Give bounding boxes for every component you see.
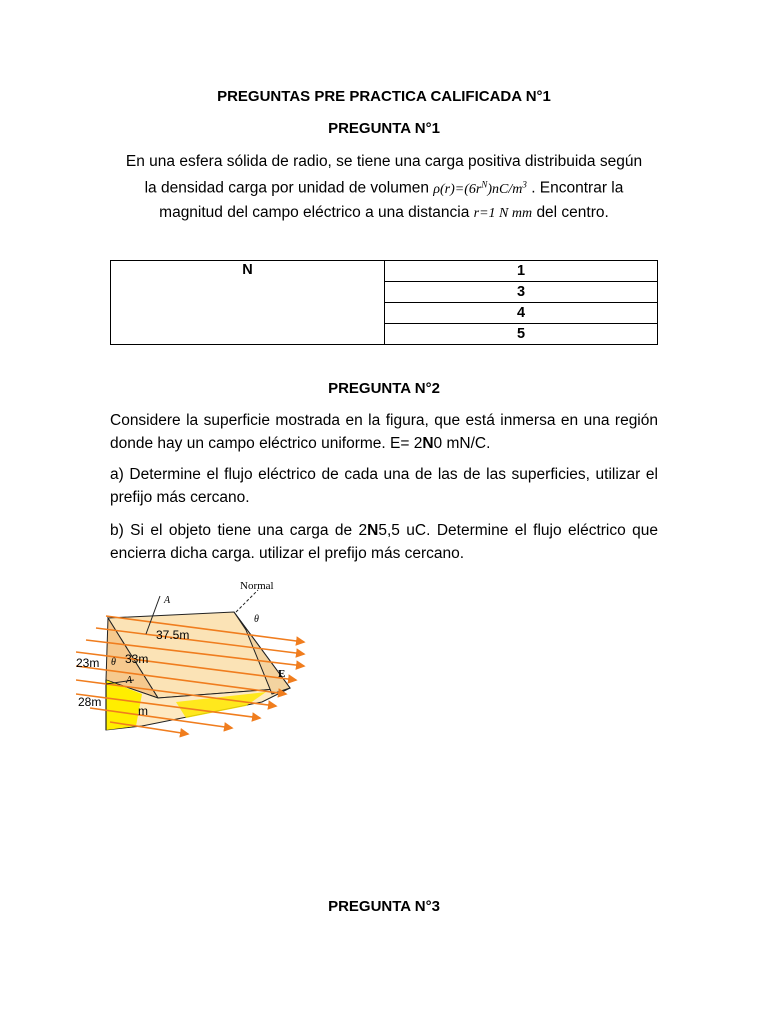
label-23m: 23m bbox=[76, 656, 100, 670]
table-header-n: N bbox=[111, 261, 385, 345]
question-1-heading: PREGUNTA N°1 bbox=[328, 120, 440, 137]
question-2-part-a: a) Determine el flujo eléctrico de cada una de las de las superficies, utilizar el prefijo más cercano. bbox=[110, 466, 658, 506]
q1-line-3 bbox=[110, 201, 658, 225]
label-37-5m: 37.5m bbox=[156, 628, 190, 642]
label-theta-left: θ bbox=[111, 657, 116, 668]
n-values-table bbox=[110, 260, 658, 345]
label-theta-top: θ bbox=[254, 614, 259, 625]
question-2-heading: PREGUNTA N°2 bbox=[328, 380, 440, 397]
q1-line-2-end: . Encontrar la bbox=[531, 179, 624, 197]
q1-line-2-text: la densidad carga por unidad de volumen bbox=[144, 179, 434, 197]
table-cell-value: 3 bbox=[385, 282, 658, 303]
q1-line-3-text: magnitud del campo eléctrico a una distancia bbox=[159, 203, 474, 221]
density-formula: $\rho(r)=(6r^N)nC/m^3$ bbox=[433, 179, 527, 197]
question-2-statement: Considere la superficie mostrada en la figura, que está inmersa en una región donde hay un campo eléctrico uniforme. E= 2N0 mN/C. bbox=[110, 412, 658, 452]
q1-line-1: En una esfera sólida de radio, se tiene una carga positiva distribuida según bbox=[125, 153, 643, 170]
table-cell-value: 1 bbox=[385, 261, 658, 282]
question-2-part-b: b) Si el objeto tiene una carga de 2N5,5 uC. Determine el flujo eléctrico que encierra dicha carga. utilizar el prefijo más cercano. bbox=[110, 522, 658, 562]
label-a-side: A bbox=[126, 675, 133, 686]
q1-line-3-end: del centro. bbox=[536, 203, 609, 221]
table-row bbox=[111, 261, 658, 282]
q1-line-2 bbox=[110, 173, 658, 201]
prism-figure bbox=[76, 576, 310, 740]
question-3-heading: PREGUNTA N°3 bbox=[328, 898, 440, 915]
table-cell-value: 5 bbox=[385, 324, 658, 345]
normal-line bbox=[236, 590, 258, 612]
distance-formula: r=1 N mm bbox=[473, 205, 533, 221]
label-m: m bbox=[138, 704, 148, 718]
label-a-top: A bbox=[164, 595, 171, 606]
table-cell-value: 4 bbox=[385, 303, 658, 324]
label-normal: Normal bbox=[240, 580, 274, 592]
label-33m: 33m bbox=[125, 652, 149, 666]
label-e-field: E bbox=[278, 668, 286, 680]
document-title: PREGUNTAS PRE PRACTICA CALIFICADA N°1 bbox=[217, 88, 551, 105]
question-1-statement bbox=[110, 150, 658, 225]
label-28m: 28m bbox=[78, 695, 102, 709]
